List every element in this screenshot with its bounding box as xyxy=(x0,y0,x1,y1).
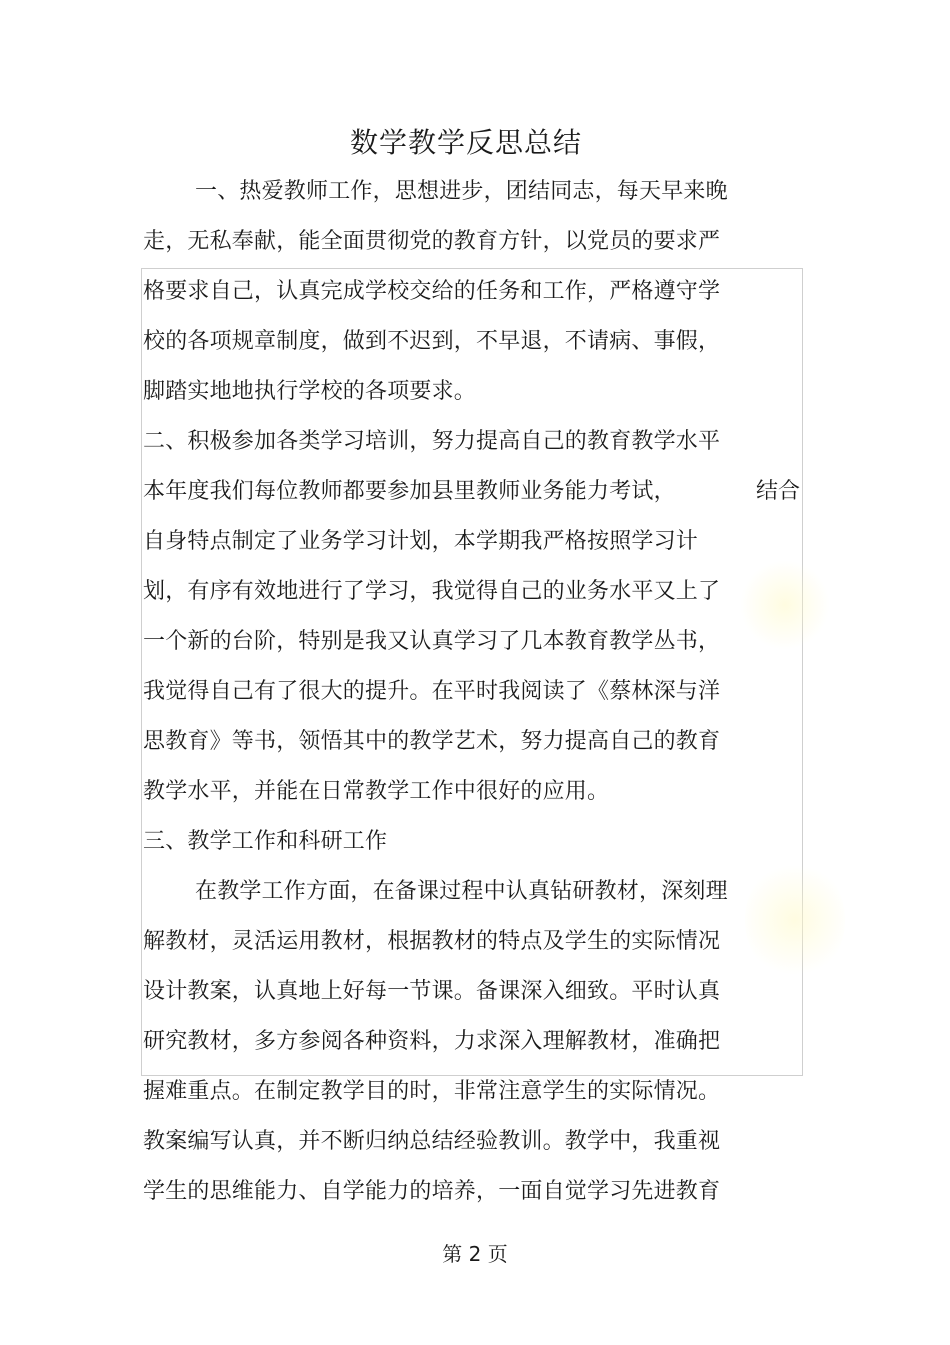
page-number: 第 2 页 xyxy=(442,1242,508,1266)
text-line: 一、热爱教师工作，思想进步，团结同志，每天早来晚 xyxy=(195,179,728,204)
text-line-continuation: 结合 xyxy=(756,479,801,504)
text-line: 学生的思维能力、自学能力的培养，一面自觉学习先进教育 xyxy=(143,1179,721,1204)
page-title: 数学教学反思总结 xyxy=(349,126,582,159)
text-line: 教学水平，并能在日常教学工作中很好的应用。 xyxy=(143,779,610,804)
text-line: 思教育》等书，领悟其中的教学艺术，努力提高自己的教育 xyxy=(143,729,721,754)
text-line: 走，无私奉献，能全面贯彻党的教育方针，以党员的要求严 xyxy=(143,229,721,254)
text-line: 一个新的台阶，特别是我又认真学习了几本教育教学丛书， xyxy=(143,629,721,654)
background-stain xyxy=(745,860,845,980)
text-line: 脚踏实地地执行学校的各项要求。 xyxy=(143,379,477,404)
text-line: 格要求自己，认真完成学校交给的任务和工作，严格遵守学 xyxy=(143,279,721,304)
text-line: 本年度我们每位教师都要参加县里教师业务能力考试， xyxy=(143,479,676,504)
section-heading: 三、教学工作和科研工作 xyxy=(143,829,388,854)
text-line: 划，有序有效地进行了学习，我觉得自己的业务水平又上了 xyxy=(143,579,721,604)
text-line: 自身特点制定了业务学习计划，本学期我严格按照学习计 xyxy=(143,529,699,554)
text-line: 校的各项规章制度，做到不迟到，不早退，不请病、事假， xyxy=(143,329,721,354)
section-heading: 二、积极参加各类学习培训，努力提高自己的教育教学水平 xyxy=(143,429,721,454)
text-line: 我觉得自己有了很大的提升。在平时我阅读了《蔡林深与洋 xyxy=(143,679,721,704)
text-line: 教案编写认真，并不断归纳总结经验教训。教学中，我重视 xyxy=(143,1129,721,1154)
background-stain xyxy=(740,560,830,650)
text-line: 解教材，灵活运用教材，根据教材的特点及学生的实际情况 xyxy=(143,929,721,954)
text-line: 设计教案，认真地上好每一节课。备课深入细致。平时认真 xyxy=(143,979,721,1004)
text-line: 在教学工作方面，在备课过程中认真钻研教材，深刻理 xyxy=(195,879,728,904)
text-line: 握难重点。在制定教学目的时，非常注意学生的实际情况。 xyxy=(143,1079,721,1104)
text-line: 研究教材，多方参阅各种资料，力求深入理解教材，准确把 xyxy=(143,1029,721,1054)
